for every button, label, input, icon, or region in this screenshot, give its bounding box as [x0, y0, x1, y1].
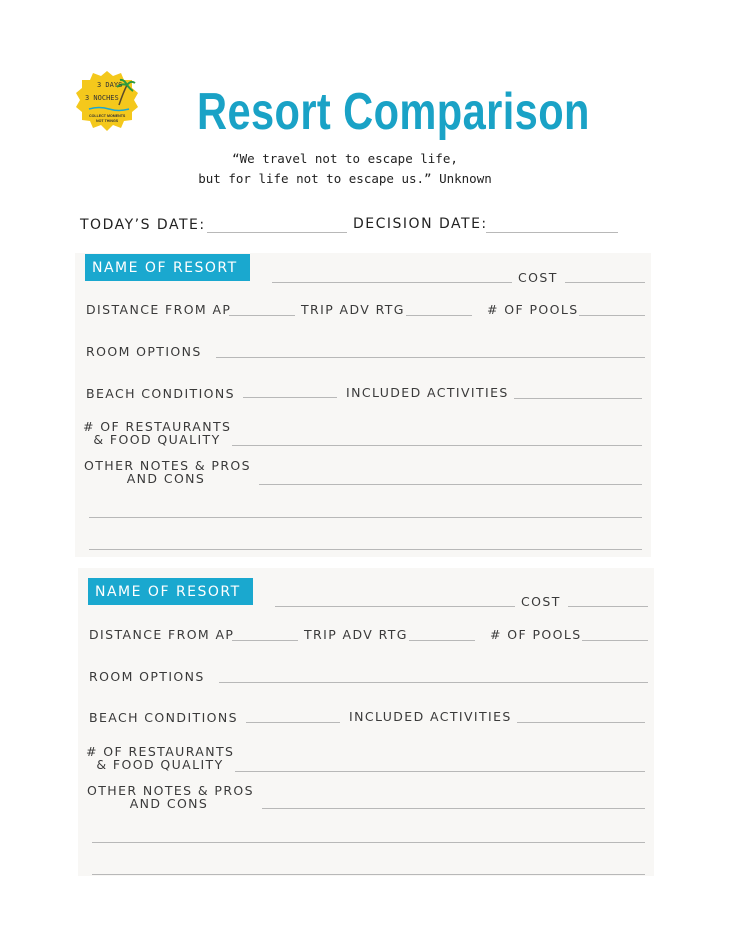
resort-card-1	[75, 253, 651, 557]
todays-date-field[interactable]	[207, 232, 347, 233]
notes-field-1[interactable]	[259, 484, 642, 485]
quote	[150, 149, 540, 189]
pools-field[interactable]	[579, 315, 645, 316]
beach-label: BEACH CONDITIONS	[89, 710, 238, 725]
pools-label: # OF POOLS	[490, 627, 582, 642]
beach-label: BEACH CONDITIONS	[86, 386, 235, 401]
pools-field[interactable]	[582, 640, 648, 641]
restaurants-field[interactable]	[232, 445, 642, 446]
distance-field[interactable]	[229, 315, 295, 316]
notes-field-1[interactable]	[262, 808, 645, 809]
room-options-label: ROOM OPTIONS	[86, 344, 202, 359]
restaurants-label	[83, 420, 231, 446]
activities-label: INCLUDED ACTIVITIES	[346, 385, 509, 400]
logo-text-4: NOT THINGS	[96, 119, 119, 123]
room-options-field[interactable]	[216, 357, 645, 358]
resort-name-field[interactable]	[275, 606, 515, 607]
name-of-resort-label: NAME OF RESORT	[85, 254, 250, 281]
activities-field[interactable]	[517, 722, 645, 723]
cost-label: COST	[521, 594, 561, 609]
activities-label: INCLUDED ACTIVITIES	[349, 709, 512, 724]
notes-label	[84, 458, 251, 486]
decision-date-field[interactable]	[486, 232, 618, 233]
beach-field[interactable]	[246, 722, 340, 723]
restaurants-label	[86, 745, 234, 771]
distance-label: DISTANCE FROM AP	[86, 302, 232, 317]
room-options-field[interactable]	[219, 682, 648, 683]
notes-label-2: AND CONS	[129, 796, 209, 811]
quote-line-1: “We travel not to escape life,	[232, 151, 458, 166]
resort-name-field[interactable]	[272, 282, 512, 283]
notes-field-3[interactable]	[92, 874, 645, 875]
logo-text-2: 3 NOCHES	[85, 94, 119, 102]
logo	[75, 71, 139, 131]
trip-adv-label: TRIP ADV RTG	[301, 302, 405, 317]
page-title: Resort Comparison	[197, 83, 590, 141]
restaurants-label-2: & FOOD QUALITY	[93, 432, 221, 447]
notes-label-2: AND CONS	[126, 471, 206, 486]
trip-adv-label: TRIP ADV RTG	[304, 627, 408, 642]
beach-field[interactable]	[243, 397, 337, 398]
restaurants-label-1: # OF RESTAURANTS	[86, 744, 235, 759]
activities-field[interactable]	[514, 398, 642, 399]
restaurants-label-2: & FOOD QUALITY	[96, 757, 224, 772]
restaurants-field[interactable]	[235, 771, 645, 772]
cost-field[interactable]	[565, 282, 645, 283]
distance-label: DISTANCE FROM AP	[89, 627, 235, 642]
logo-text-1: 3 DAYS	[97, 81, 123, 89]
notes-field-3[interactable]	[89, 549, 642, 550]
notes-field-2[interactable]	[89, 517, 642, 518]
notes-field-2[interactable]	[92, 842, 645, 843]
name-of-resort-label: NAME OF RESORT	[88, 578, 253, 605]
notes-label-1: OTHER NOTES & PROS	[84, 458, 251, 473]
room-options-label: ROOM OPTIONS	[89, 669, 205, 684]
trip-adv-field[interactable]	[406, 315, 472, 316]
logo-text-3: COLLECT MOMENTS	[89, 114, 126, 118]
cost-field[interactable]	[568, 606, 648, 607]
notes-label-1: OTHER NOTES & PROS	[87, 783, 254, 798]
cost-label: COST	[518, 270, 558, 285]
notes-label	[87, 783, 254, 811]
trip-adv-field[interactable]	[409, 640, 475, 641]
decision-date-label: DECISION DATE:	[353, 216, 488, 232]
pools-label: # OF POOLS	[487, 302, 579, 317]
distance-field[interactable]	[232, 640, 298, 641]
todays-date-label: TODAY’S DATE:	[80, 217, 206, 233]
restaurants-label-1: # OF RESTAURANTS	[83, 419, 232, 434]
quote-line-2: but for life not to escape us.” Unknown	[198, 171, 492, 186]
